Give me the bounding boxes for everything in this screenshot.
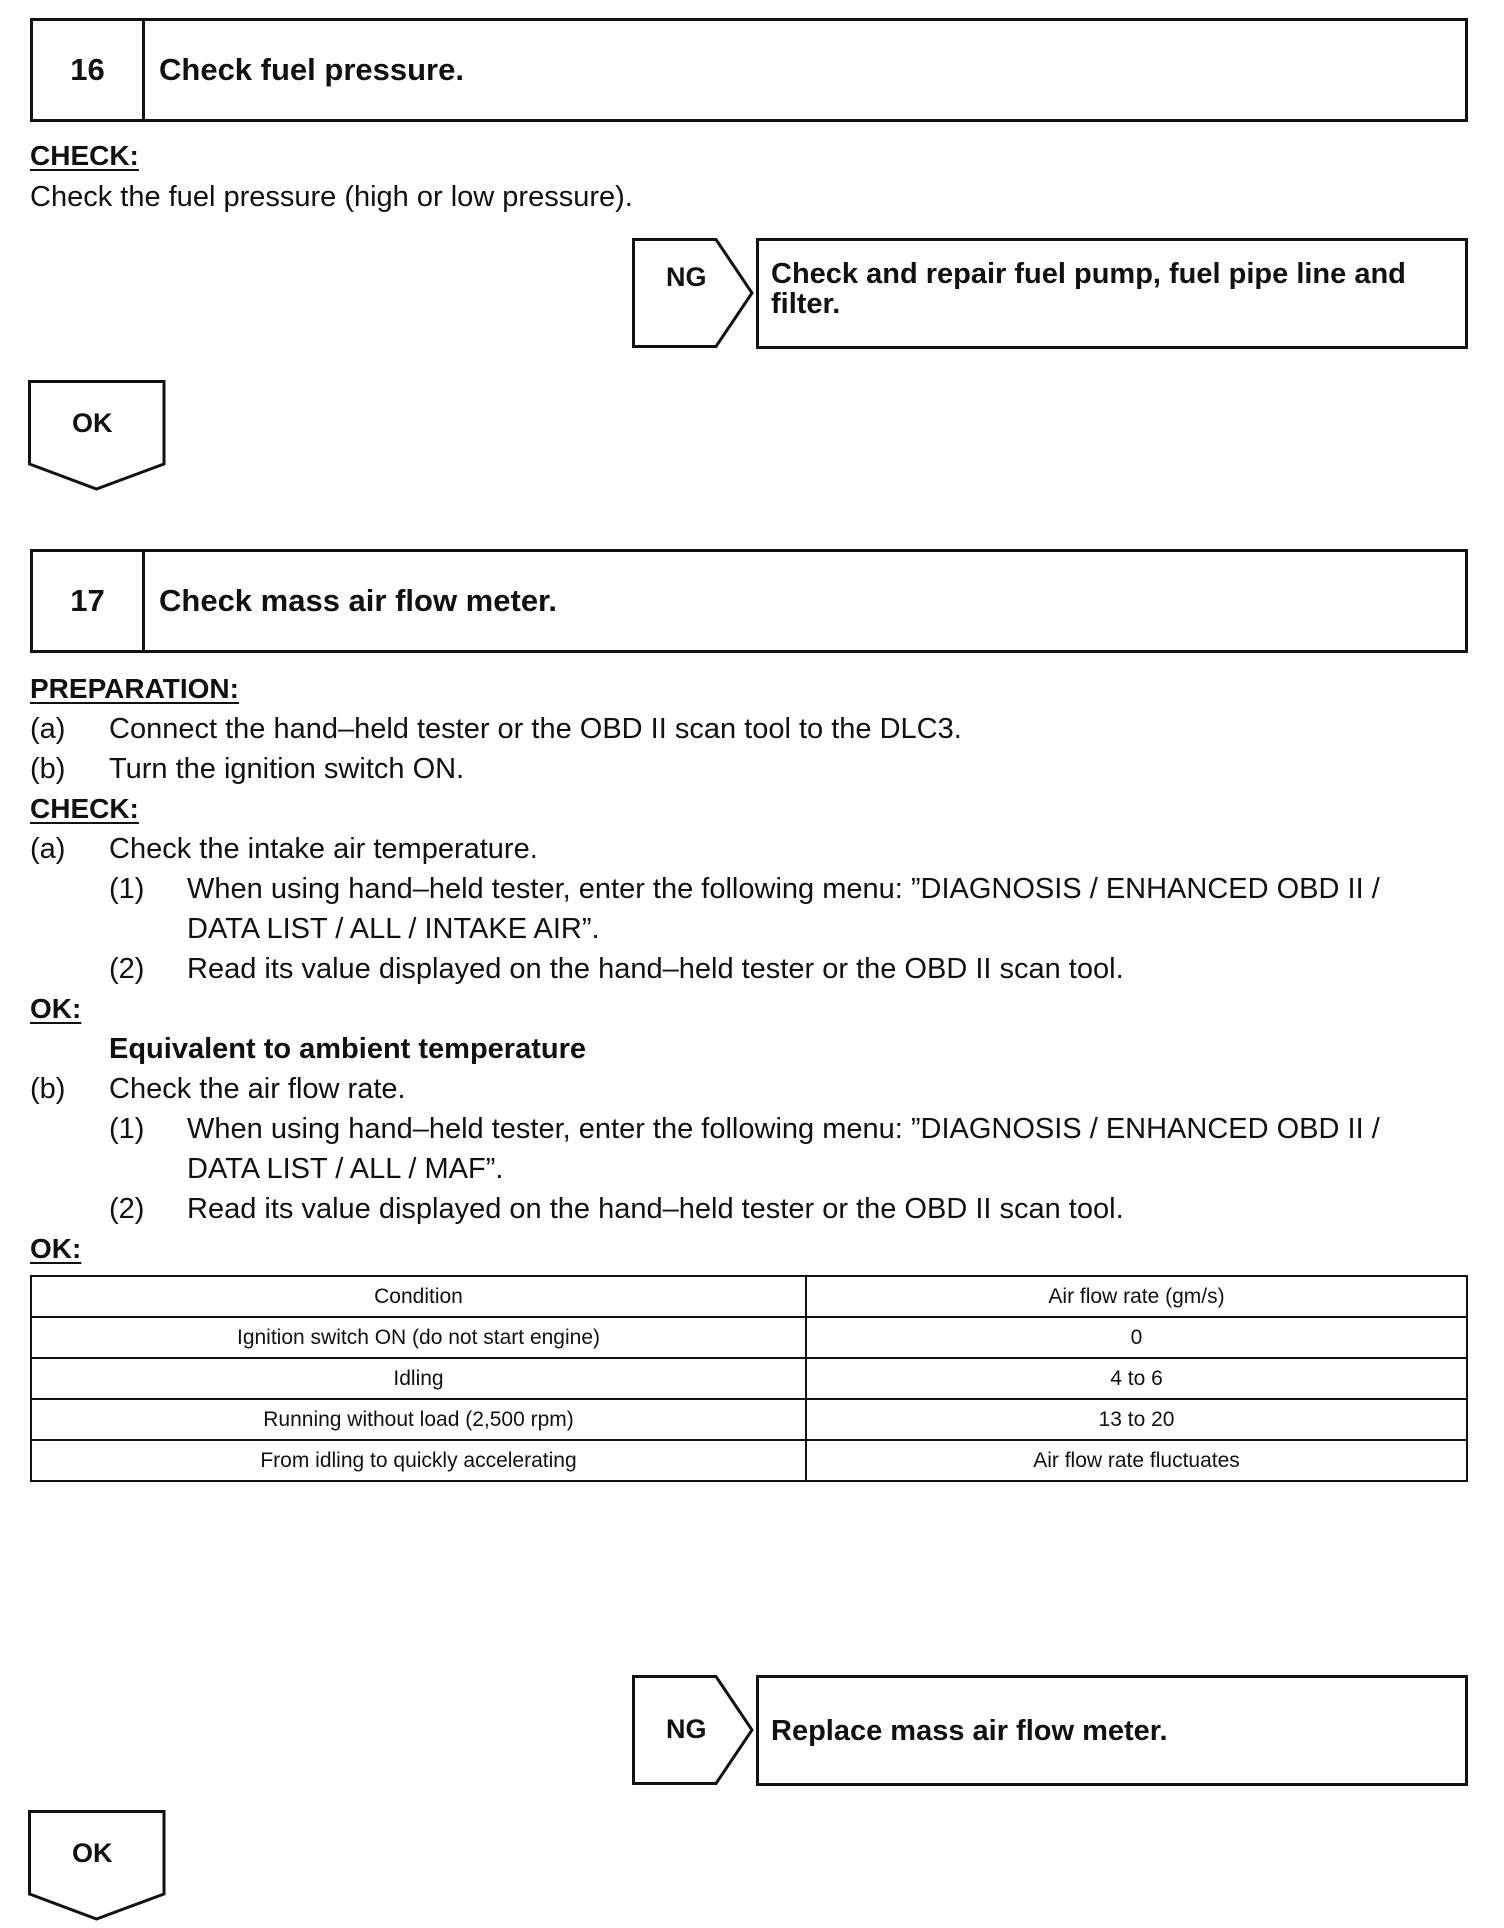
ok-label: OK (72, 408, 113, 438)
list-marker: (b) (30, 1073, 66, 1105)
table-cell: Air flow rate fluctuates (806, 1440, 1467, 1481)
table-cell: From idling to quickly accelerating (31, 1440, 806, 1481)
ng-label: NG (666, 1714, 707, 1744)
sub-marker: (2) (109, 953, 145, 985)
table-header-cell: Air flow rate (gm/s) (806, 1276, 1467, 1317)
step-title: Check fuel pressure. (159, 52, 464, 87)
table-cell: Running without load (2,500 rpm) (31, 1399, 806, 1440)
preparation-item: Connect the hand–held tester or the OBD II scan tool to the DLC3. (109, 713, 962, 745)
ng-label: NG (666, 262, 707, 292)
table-cell: 0 (806, 1317, 1467, 1358)
sub-item-line: Read its value displayed on the hand–held tester or the OBD II scan tool. (187, 1193, 1124, 1225)
list-marker: (a) (30, 713, 66, 745)
sub-item-line: DATA LIST / ALL / MAF”. (187, 1153, 504, 1185)
table-row (31, 1317, 1467, 1358)
ng-action-box (756, 238, 1468, 349)
check-item: Check the intake air temperature. (109, 833, 538, 865)
table-row (31, 1358, 1467, 1399)
table-row (31, 1440, 1467, 1481)
ng-action-text: Replace mass air flow meter. (771, 1715, 1168, 1747)
table-cell: Idling (31, 1358, 806, 1399)
list-marker: (a) (30, 833, 66, 865)
ng-action-box (756, 1675, 1468, 1786)
ok-heading: OK: (30, 993, 82, 1024)
table-cell: 13 to 20 (806, 1399, 1467, 1440)
sub-marker: (1) (109, 1113, 145, 1145)
table-cell: Ignition switch ON (do not start engine) (31, 1317, 806, 1358)
sub-item-line: When using hand–held tester, enter the following menu: ”DIAGNOSIS / ENHANCED OBD II / (187, 873, 1380, 905)
preparation-heading: PREPARATION: (30, 673, 239, 704)
check-heading: CHECK: (30, 140, 139, 171)
ok-spec: Equivalent to ambient temperature (109, 1033, 586, 1065)
step-17-header (30, 549, 1468, 653)
step-title: Check mass air flow meter. (159, 583, 558, 618)
check-text: Check the fuel pressure (high or low pressure). (30, 181, 633, 213)
air-flow-table (30, 1275, 1468, 1482)
ng-action-line2: filter. (771, 288, 841, 320)
sub-item-line: Read its value displayed on the hand–held tester or the OBD II scan tool. (187, 953, 1124, 985)
table-cell: 4 to 6 (806, 1358, 1467, 1399)
step-16-header (30, 18, 1468, 122)
check-heading: CHECK: (30, 793, 139, 824)
step-number: 16 (33, 21, 145, 119)
sub-marker: (1) (109, 873, 145, 905)
sub-item-line: When using hand–held tester, enter the following menu: ”DIAGNOSIS / ENHANCED OBD II / (187, 1113, 1380, 1145)
preparation-item: Turn the ignition switch ON. (109, 753, 465, 785)
list-marker: (b) (30, 753, 66, 785)
table-row (31, 1399, 1467, 1440)
sub-marker: (2) (109, 1193, 145, 1225)
table-header-row (31, 1276, 1467, 1317)
ok-heading: OK: (30, 1233, 82, 1264)
ok-label: OK (72, 1838, 113, 1868)
check-item: Check the air flow rate. (109, 1073, 406, 1105)
ng-arrow-icon (632, 238, 756, 350)
table-header-cell: Condition (31, 1276, 806, 1317)
sub-item-line: DATA LIST / ALL / INTAKE AIR”. (187, 913, 600, 945)
ng-action-line1: Check and repair fuel pump, fuel pipe line and (771, 258, 1406, 290)
step-number: 17 (33, 552, 145, 650)
